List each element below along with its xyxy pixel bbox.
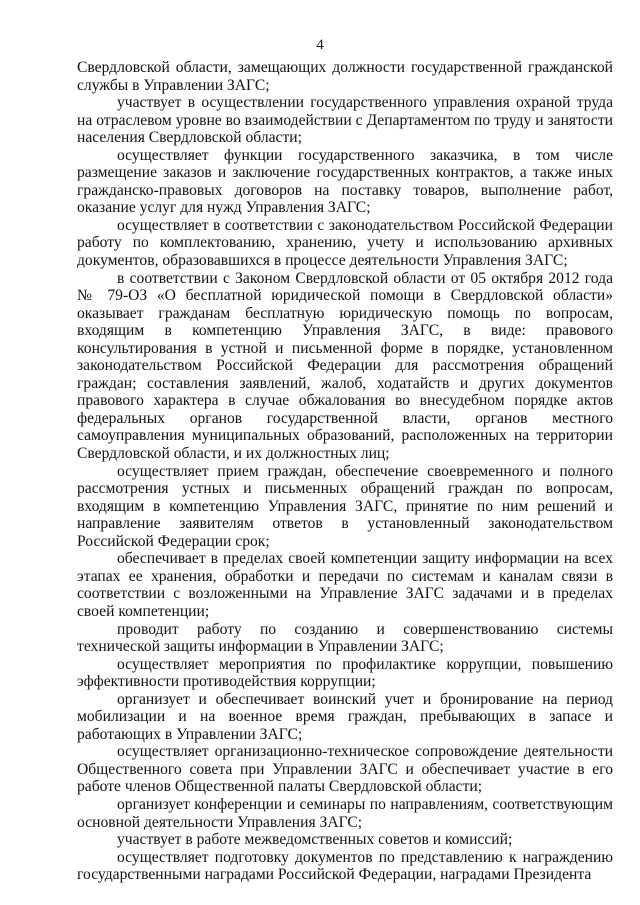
paragraph: участвует в работе межведомственных советов и комиссий; — [117, 831, 513, 849]
paragraph: организует конференции и семинары по направлениям, соответствующим основной деятельности Управления ЗАГС; — [77, 795, 613, 831]
page-number: 4 — [316, 37, 324, 53]
paragraph: осуществляет подготовку документов по представлению к награждению государственными наградами Российской Федерации, наградами Президента — [77, 848, 613, 884]
paragraph: обеспечивает в пределах своей компетенции защиту информации на всех этапах ее хранения, обработки и передачи по системам и каналам связи в соответствии с возложенными на Управление ЗАГС задачами и в пределах своей компетенции; — [77, 550, 613, 620]
paragraph: осуществляет прием граждан, обеспечение своевременного и полного рассмотрения устных и письменных обращений граждан по вопросам, входящим в компетенцию Управления ЗАГС, принятие по ним решений и направление заявителям ответов в установленный законодательством Российской Федерации срок; — [77, 462, 613, 550]
paragraph: участвует в осуществлении государственного управления охраной труда на отраслевом уровне во взаимодействии с Департаментом по труду и занятости населения Свердловской области; — [77, 94, 613, 147]
paragraph: проводит работу по созданию и совершенствованию системы технической защиты информации в Управлении ЗАГС; — [77, 620, 613, 656]
document-body — [77, 59, 613, 884]
paragraph: осуществляет в соответствии с законодательством Российской Федерации работу по комплектованию, хранению, учету и использованию архивных документов, образовавшихся в процессе деятельности Управления ЗАГС; — [77, 216, 613, 270]
paragraph: осуществляет организационно-техническое сопровождение деятельности Общественного совета при Управлении ЗАГС и обеспечивает участие в его работе членов Общественной палаты Свердловской области; — [77, 743, 613, 796]
paragraph: организует и обеспечивает воинский учет и бронирование на период мобилизации и на военное время граждан, пребывающих в запасе и работающих в Управлении ЗАГС; — [77, 690, 613, 743]
paragraph: в соответствии с Законом Свердловской области от 05 октября 2012 года № 79-ОЗ «О бесплатной юридической помощи в Свердловской области» оказывает гражданам бесплатную юридическую помощь по вопросам, входящим в компетенцию Управления ЗАГС, в виде: правового консультирования в устной и письменной форме в порядке, установленном законодательством Российской Федерации для рассмотрения обращений граждан; составления заявлений, жалоб, ходатайств и других документов правового характера в случае обжалования во внесудебном порядке актов федеральных органов государственной власти, органов местного самоуправления муниципальных образований, расположенных на территории Свердловской области, и их должностных лиц; — [77, 269, 613, 463]
paragraph: Свердловской области, замещающих должности государственной гражданской службы в Управлении ЗАГС; — [77, 59, 613, 94]
paragraph: осуществляет функции государственного заказчика, в том числе размещение заказов и заключение государственных контрактов, а также иных гражданско-правовых договоров на поставку товаров, выполнение работ, оказание услуг для нужд Управления ЗАГС; — [77, 146, 613, 217]
paragraph: осуществляет мероприятия по профилактике коррупции, повышению эффективности противодействия коррупции; — [77, 655, 613, 691]
